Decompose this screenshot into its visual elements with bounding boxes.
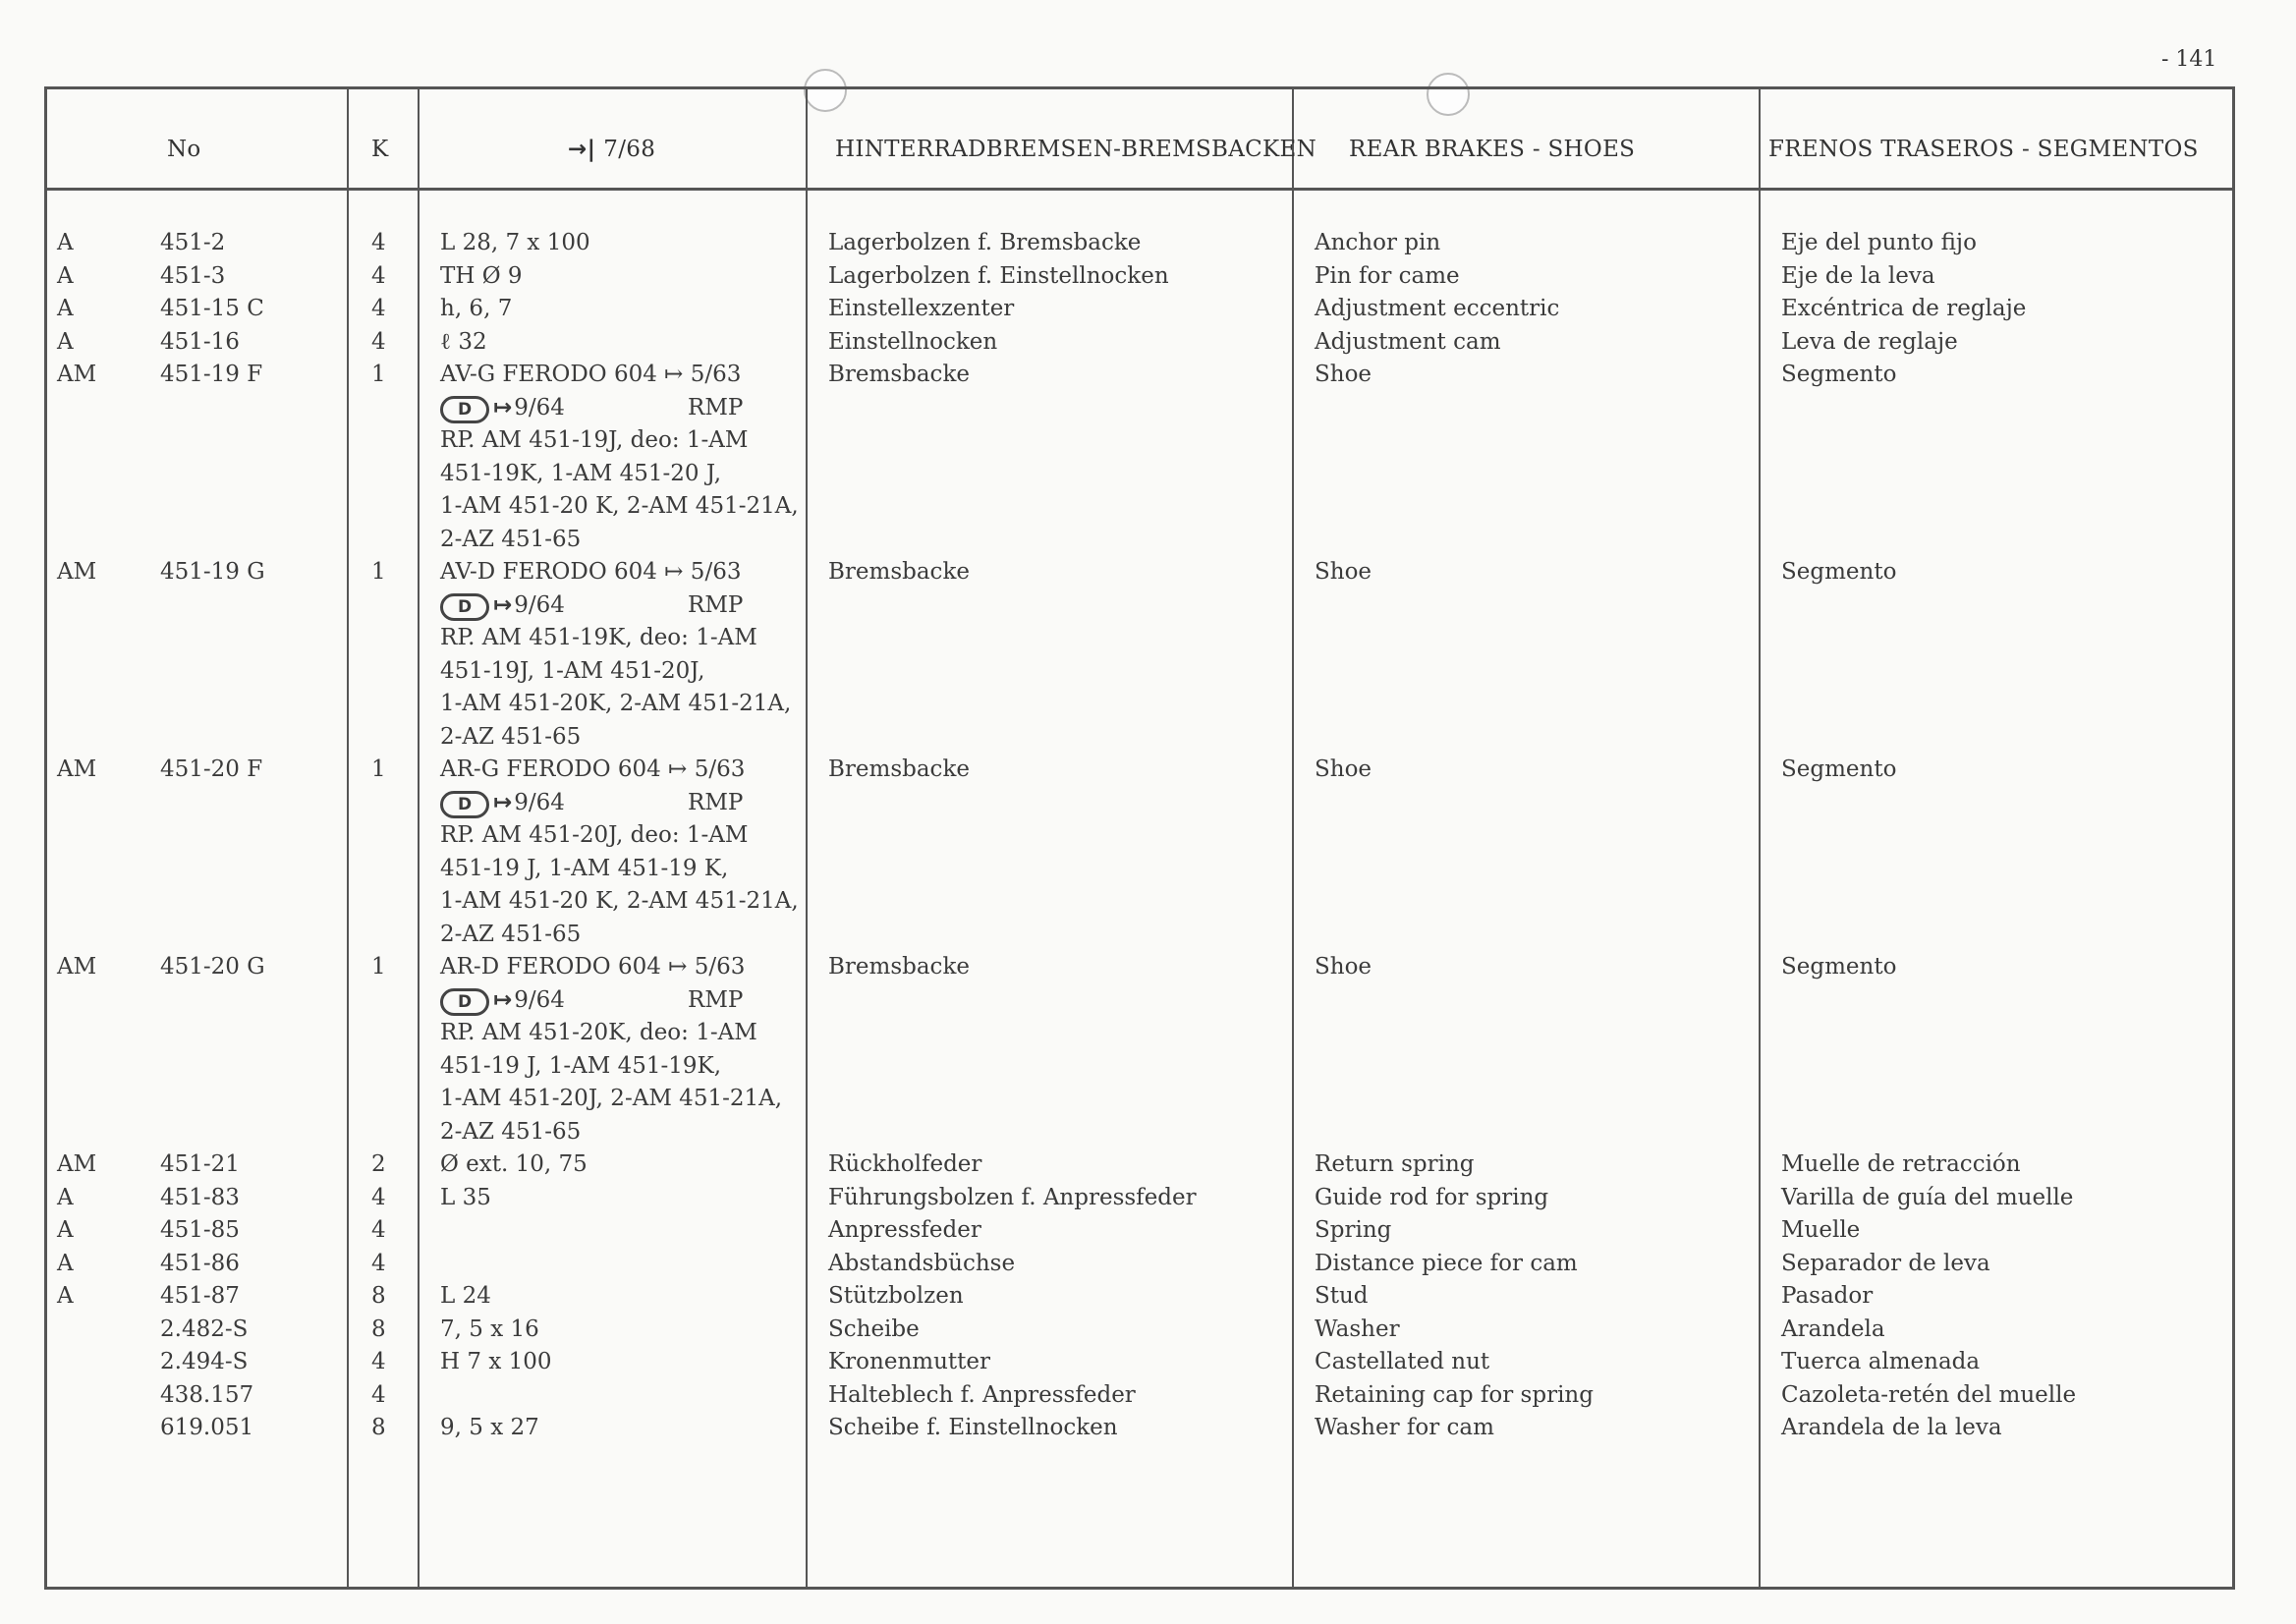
row-prefix: A	[57, 1283, 74, 1309]
row-prefix: A	[57, 296, 74, 321]
spec-cell	[440, 1346, 552, 1379]
spec-line: 2-AZ 451-65	[440, 1118, 582, 1145]
spec-line: TH Ø 9	[440, 262, 523, 289]
column-divider	[806, 89, 808, 1587]
english-description: Distance piece for cam	[1315, 1250, 1578, 1276]
spanish-description: Arandela	[1781, 1316, 1885, 1342]
part-number: 451-19 F	[160, 362, 263, 387]
spec-line: L 35	[440, 1184, 491, 1210]
quantity: 8	[371, 1316, 386, 1342]
badge-date: 9/64	[514, 986, 565, 1013]
spec-line: Ø ext. 10, 75	[440, 1151, 588, 1177]
spanish-description: Excéntrica de reglaje	[1781, 296, 2027, 321]
rmp-label: RMP	[688, 394, 744, 420]
spanish-description: Eje del punto fijo	[1781, 230, 1977, 255]
german-description: Einstellexzenter	[828, 296, 1015, 321]
spec-line: 9, 5 x 27	[440, 1415, 539, 1440]
row-prefix: A	[57, 1184, 74, 1210]
rmp-label: RMP	[688, 986, 744, 1013]
spec-cell	[440, 1182, 491, 1215]
spanish-description: Pasador	[1781, 1283, 1874, 1309]
english-description: Guide rod for spring	[1315, 1184, 1549, 1210]
quantity: 4	[371, 262, 386, 289]
spec-line: AR-G FERODO 604 ↦ 5/63	[440, 756, 746, 782]
parts-table	[44, 86, 2235, 1590]
part-number: 2.494-S	[160, 1349, 249, 1374]
quantity: 2	[371, 1151, 386, 1177]
part-number: 451-16	[160, 328, 240, 355]
header-divider	[47, 188, 2232, 191]
english-description: Retaining cap for spring	[1315, 1381, 1594, 1408]
german-description: Bremsbacke	[828, 756, 970, 782]
spec-line: RP. AM 451-19J, deo: 1-AM	[440, 427, 749, 453]
d-badge-icon: D	[440, 791, 489, 818]
quantity: 4	[371, 328, 386, 355]
header-k: K	[371, 137, 389, 162]
spec-line: AV-G FERODO 604 ↦ 5/63	[440, 362, 742, 387]
english-description: Anchor pin	[1315, 230, 1441, 255]
quantity: 8	[371, 1283, 386, 1309]
row-prefix: A	[57, 1250, 74, 1276]
d-badge-icon: D	[440, 396, 489, 423]
start-arrow-icon: ↦	[493, 394, 513, 420]
part-number: 451-19 G	[160, 559, 265, 585]
quantity: 1	[371, 756, 386, 782]
spec-line: L 24	[440, 1283, 491, 1309]
spec-cell	[440, 1148, 588, 1182]
part-number: 451-2	[160, 230, 226, 255]
header-date-value: 7/68	[603, 137, 656, 162]
spec-line: RP. AM 451-20K, deo: 1-AM	[440, 1020, 757, 1045]
row-prefix: AM	[57, 756, 97, 782]
spec-line: 451-19 J, 1-AM 451-19 K,	[440, 855, 729, 881]
quantity: 4	[371, 1184, 386, 1210]
part-number: 451-21	[160, 1151, 240, 1177]
row-prefix: A	[57, 230, 74, 255]
spec-cell	[440, 227, 590, 260]
spec-line: 1-AM 451-20J, 2-AM 451-21A,	[440, 1086, 783, 1111]
badge-line	[440, 787, 799, 820]
spec-line: ℓ 32	[440, 328, 487, 355]
spanish-description: Eje de la leva	[1781, 262, 1935, 289]
spec-cell	[440, 359, 799, 556]
spec-line: AV-D FERODO 604 ↦ 5/63	[440, 559, 742, 585]
header-date	[568, 137, 655, 162]
row-prefix: AM	[57, 1151, 97, 1177]
quantity: 1	[371, 954, 386, 980]
spec-line: H 7 x 100	[440, 1349, 552, 1374]
row-prefix: A	[57, 328, 74, 355]
header-spanish: FRENOS TRASEROS - SEGMENTOS	[1768, 137, 2199, 162]
german-description: Scheibe	[828, 1316, 920, 1342]
spanish-description: Leva de reglaje	[1781, 328, 1958, 355]
spec-line: 2-AZ 451-65	[440, 921, 582, 947]
spec-line: 1-AM 451-20 K, 2-AM 451-21A,	[440, 493, 799, 519]
start-arrow-icon: ↦	[493, 591, 513, 618]
english-description: Shoe	[1315, 756, 1372, 782]
part-number: 451-83	[160, 1184, 240, 1210]
quantity: 4	[371, 1349, 386, 1374]
spec-line: RP. AM 451-20J, deo: 1-AM	[440, 822, 749, 848]
spanish-description: Varilla de guía del muelle	[1781, 1184, 2074, 1210]
badge-date: 9/64	[514, 591, 565, 618]
spanish-description: Segmento	[1781, 756, 1897, 782]
german-description: Rückholfeder	[828, 1151, 982, 1177]
row-prefix: AM	[57, 362, 97, 387]
spec-line: 451-19J, 1-AM 451-20J,	[440, 657, 705, 684]
header-no: No	[167, 137, 201, 162]
spec-line: 2-AZ 451-65	[440, 526, 582, 552]
spanish-description: Cazoleta-retén del muelle	[1781, 1381, 2077, 1408]
german-description: Abstandsbüchse	[828, 1250, 1016, 1276]
spec-cell	[440, 556, 791, 754]
stop-arrow-icon: →|	[568, 137, 596, 162]
spec-cell	[440, 1412, 539, 1445]
english-description: Washer for cam	[1315, 1415, 1494, 1440]
german-description: Bremsbacke	[828, 362, 970, 387]
english-description: Shoe	[1315, 559, 1372, 585]
part-number: 619.051	[160, 1415, 254, 1440]
row-prefix: A	[57, 262, 74, 289]
german-description: Einstellnocken	[828, 328, 998, 355]
english-description: Adjustment eccentric	[1315, 296, 1560, 321]
spanish-description: Tuerca almenada	[1781, 1349, 1981, 1374]
badge-line	[440, 984, 782, 1018]
d-badge-icon: D	[440, 988, 489, 1016]
part-number: 451-3	[160, 262, 226, 289]
row-prefix: A	[57, 1217, 74, 1243]
german-description: Halteblech f. Anpressfeder	[828, 1381, 1136, 1408]
english-description: Shoe	[1315, 362, 1372, 387]
quantity: 8	[371, 1415, 386, 1440]
row-prefix: AM	[57, 559, 97, 585]
spanish-description: Muelle	[1781, 1217, 1861, 1243]
spec-line: 1-AM 451-20 K, 2-AM 451-21A,	[440, 888, 799, 914]
header-english: REAR BRAKES - SHOES	[1349, 137, 1636, 162]
column-divider	[347, 89, 349, 1587]
start-arrow-icon: ↦	[493, 986, 513, 1013]
spec-line: L 28, 7 x 100	[440, 230, 590, 255]
rmp-label: RMP	[688, 591, 744, 618]
part-number: 451-87	[160, 1283, 240, 1309]
english-description: Adjustment cam	[1315, 328, 1501, 355]
part-number: 2.482-S	[160, 1316, 249, 1342]
spec-line: h, 6, 7	[440, 296, 513, 321]
badge-line	[440, 392, 799, 425]
spanish-description: Separador de leva	[1781, 1250, 1990, 1276]
quantity: 4	[371, 1217, 386, 1243]
spanish-description: Segmento	[1781, 559, 1897, 585]
column-divider	[1292, 89, 1294, 1587]
spanish-description: Muelle de retracción	[1781, 1151, 2021, 1177]
part-number: 451-86	[160, 1250, 240, 1276]
quantity: 4	[371, 1381, 386, 1408]
part-number: 451-20 F	[160, 756, 263, 782]
spanish-description: Segmento	[1781, 362, 1897, 387]
spec-cell	[440, 1280, 491, 1314]
german-description: Kronenmutter	[828, 1349, 990, 1374]
badge-date: 9/64	[514, 394, 565, 420]
part-number: 451-15 C	[160, 296, 264, 321]
quantity: 4	[371, 230, 386, 255]
spec-line: 2-AZ 451-65	[440, 723, 582, 750]
english-description: Return spring	[1315, 1151, 1475, 1177]
spec-cell	[440, 293, 512, 326]
german-description: Führungsbolzen f. Anpressfeder	[828, 1184, 1197, 1210]
english-description: Washer	[1315, 1316, 1400, 1342]
german-description: Anpressfeder	[828, 1217, 981, 1243]
german-description: Bremsbacke	[828, 954, 970, 980]
d-badge-icon: D	[440, 593, 489, 621]
row-prefix: AM	[57, 954, 97, 980]
english-description: Pin for came	[1315, 262, 1460, 289]
badge-line	[440, 589, 791, 623]
spec-cell	[440, 1314, 539, 1347]
quantity: 1	[371, 559, 386, 585]
header-german: HINTERRADBREMSEN-BREMSBACKEN	[835, 137, 1317, 162]
start-arrow-icon: ↦	[493, 789, 513, 815]
quantity: 4	[371, 1250, 386, 1276]
english-description: Stud	[1315, 1283, 1369, 1309]
spec-line: 1-AM 451-20K, 2-AM 451-21A,	[440, 691, 792, 716]
part-number: 451-20 G	[160, 954, 265, 980]
part-number: 438.157	[160, 1381, 254, 1408]
spec-line: 7, 5 x 16	[440, 1316, 539, 1342]
column-divider	[1759, 89, 1761, 1587]
quantity: 4	[371, 296, 386, 321]
english-description: Spring	[1315, 1217, 1392, 1243]
german-description: Scheibe f. Einstellnocken	[828, 1415, 1118, 1440]
spec-line: 451-19 J, 1-AM 451-19K,	[440, 1052, 722, 1079]
rmp-label: RMP	[688, 789, 744, 815]
spec-cell	[440, 951, 782, 1148]
spec-cell	[440, 326, 487, 360]
spec-line: 451-19K, 1-AM 451-20 J,	[440, 460, 722, 486]
spanish-description: Segmento	[1781, 954, 1897, 980]
badge-date: 9/64	[514, 789, 565, 815]
english-description: Castellated nut	[1315, 1349, 1490, 1374]
column-divider	[418, 89, 420, 1587]
part-number: 451-85	[160, 1217, 240, 1243]
spec-cell	[440, 754, 799, 951]
quantity: 1	[371, 362, 386, 387]
german-description: Lagerbolzen f. Bremsbacke	[828, 230, 1142, 255]
spec-line: RP. AM 451-19K, deo: 1-AM	[440, 625, 757, 650]
german-description: Bremsbacke	[828, 559, 970, 585]
english-description: Shoe	[1315, 954, 1372, 980]
page-number: - 141	[2161, 47, 2217, 72]
spec-line: AR-D FERODO 604 ↦ 5/63	[440, 954, 746, 980]
spec-cell	[440, 260, 523, 294]
german-description: Stützbolzen	[828, 1283, 964, 1309]
german-description: Lagerbolzen f. Einstellnocken	[828, 262, 1169, 289]
spanish-description: Arandela de la leva	[1781, 1415, 2002, 1440]
